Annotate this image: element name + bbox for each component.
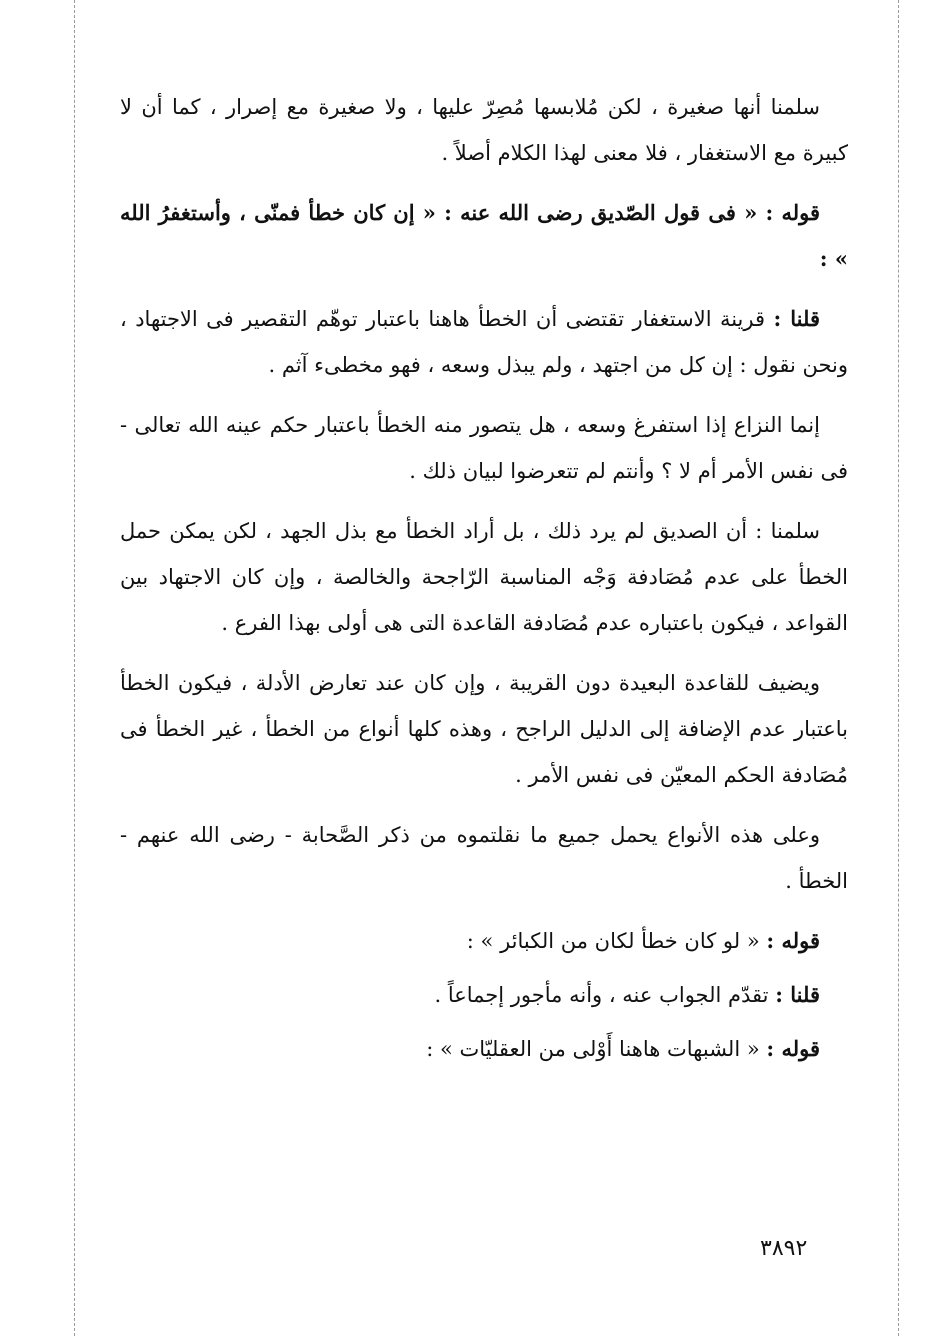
paragraph-4 [120,402,848,494]
paragraph-10 [120,1026,848,1072]
paragraph-text: « فى قول الصّديق رضى الله عنه : « إن كان خطأ فمنّى ، وأستغفرُ الله » : [120,200,848,271]
paragraph-lead: قلنا : [773,306,820,331]
paragraph-1 [120,84,848,176]
paragraph-6 [120,660,848,798]
paragraph-9 [120,972,848,1018]
paragraph-text: « الشبهات هاهنا أَوْلى من العقليّات » : [426,1037,760,1061]
paragraph-lead: قلنا : [775,982,820,1007]
paragraph-7 [120,812,848,904]
paragraph-8 [120,918,848,964]
paragraph-text: إنما النزاع إذا استفرغ وسعه ، هل يتصور منه الخطأ باعتبار حكم عينه الله تعالى - فى نفس الأمر أم لا ؟ وأنتم لم تتعرضوا لبيان ذلك . [120,413,848,483]
paragraph-text: سلمنا : أن الصديق لم يرد ذلك ، بل أراد الخطأ مع بذل الجهد ، لكن يمكن حمل الخطأ على عدم مُصَادفة وَجْه المناسبة الرّاجحة والخالصة ، وإن كان الاجتهاد بين القواعد ، فيكون باعتباره عدم مُصَادفة القاعدة التى هى أولى بهذا الفرع . [120,519,848,635]
right-margin-rule [898,0,899,1336]
paragraph-2 [120,190,848,282]
paragraph-text: سلمنا أنها صغيرة ، لكن مُلابسها مُصِرّ عليها ، ولا صغيرة مع إصرار ، كما أن لا كبيرة مع الاستغفار ، فلا معنى لهذا الكلام أصلاً . [120,95,848,165]
paragraph-text: ويضيف للقاعدة البعيدة دون القريبة ، وإن كان عند تعارض الأدلة ، فيكون الخطأ باعتبار عدم الإضافة إلى الدليل الراجح ، وهذه كلها أنواع من الخطأ ، غير الخطأ فى مُصَادفة الحكم المعيّن فى نفس الأمر . [120,671,848,787]
page-number: ٣٨٩٢ [760,1236,808,1261]
paragraph-text: تقدّم الجواب عنه ، وأنه مأجور إجماعاً . [434,983,769,1007]
paragraph-text: وعلى هذه الأنواع يحمل جميع ما نقلتموه من ذكر الصَّحابة - رضى الله عنهم - الخطأ . [120,823,848,893]
left-margin-rule [74,0,75,1336]
paragraph-5 [120,508,848,646]
paragraph-text: قرينة الاستغفار تقتضى أن الخطأ هاهنا باعتبار توهّم التقصير فى الاجتهاد ، ونحن نقول : إن كل من اجتهد ، ولم يبذل وسعه ، فهو مخطىء آثم . [120,307,848,377]
page-body [120,84,848,1080]
paragraph-lead: قوله : [766,928,820,953]
paragraph-lead: قوله : [766,1036,820,1061]
paragraph-lead: قوله : [765,200,820,225]
paragraph-text: « لو كان خطأ لكان من الكبائر » : [466,929,760,953]
paragraph-3 [120,296,848,388]
